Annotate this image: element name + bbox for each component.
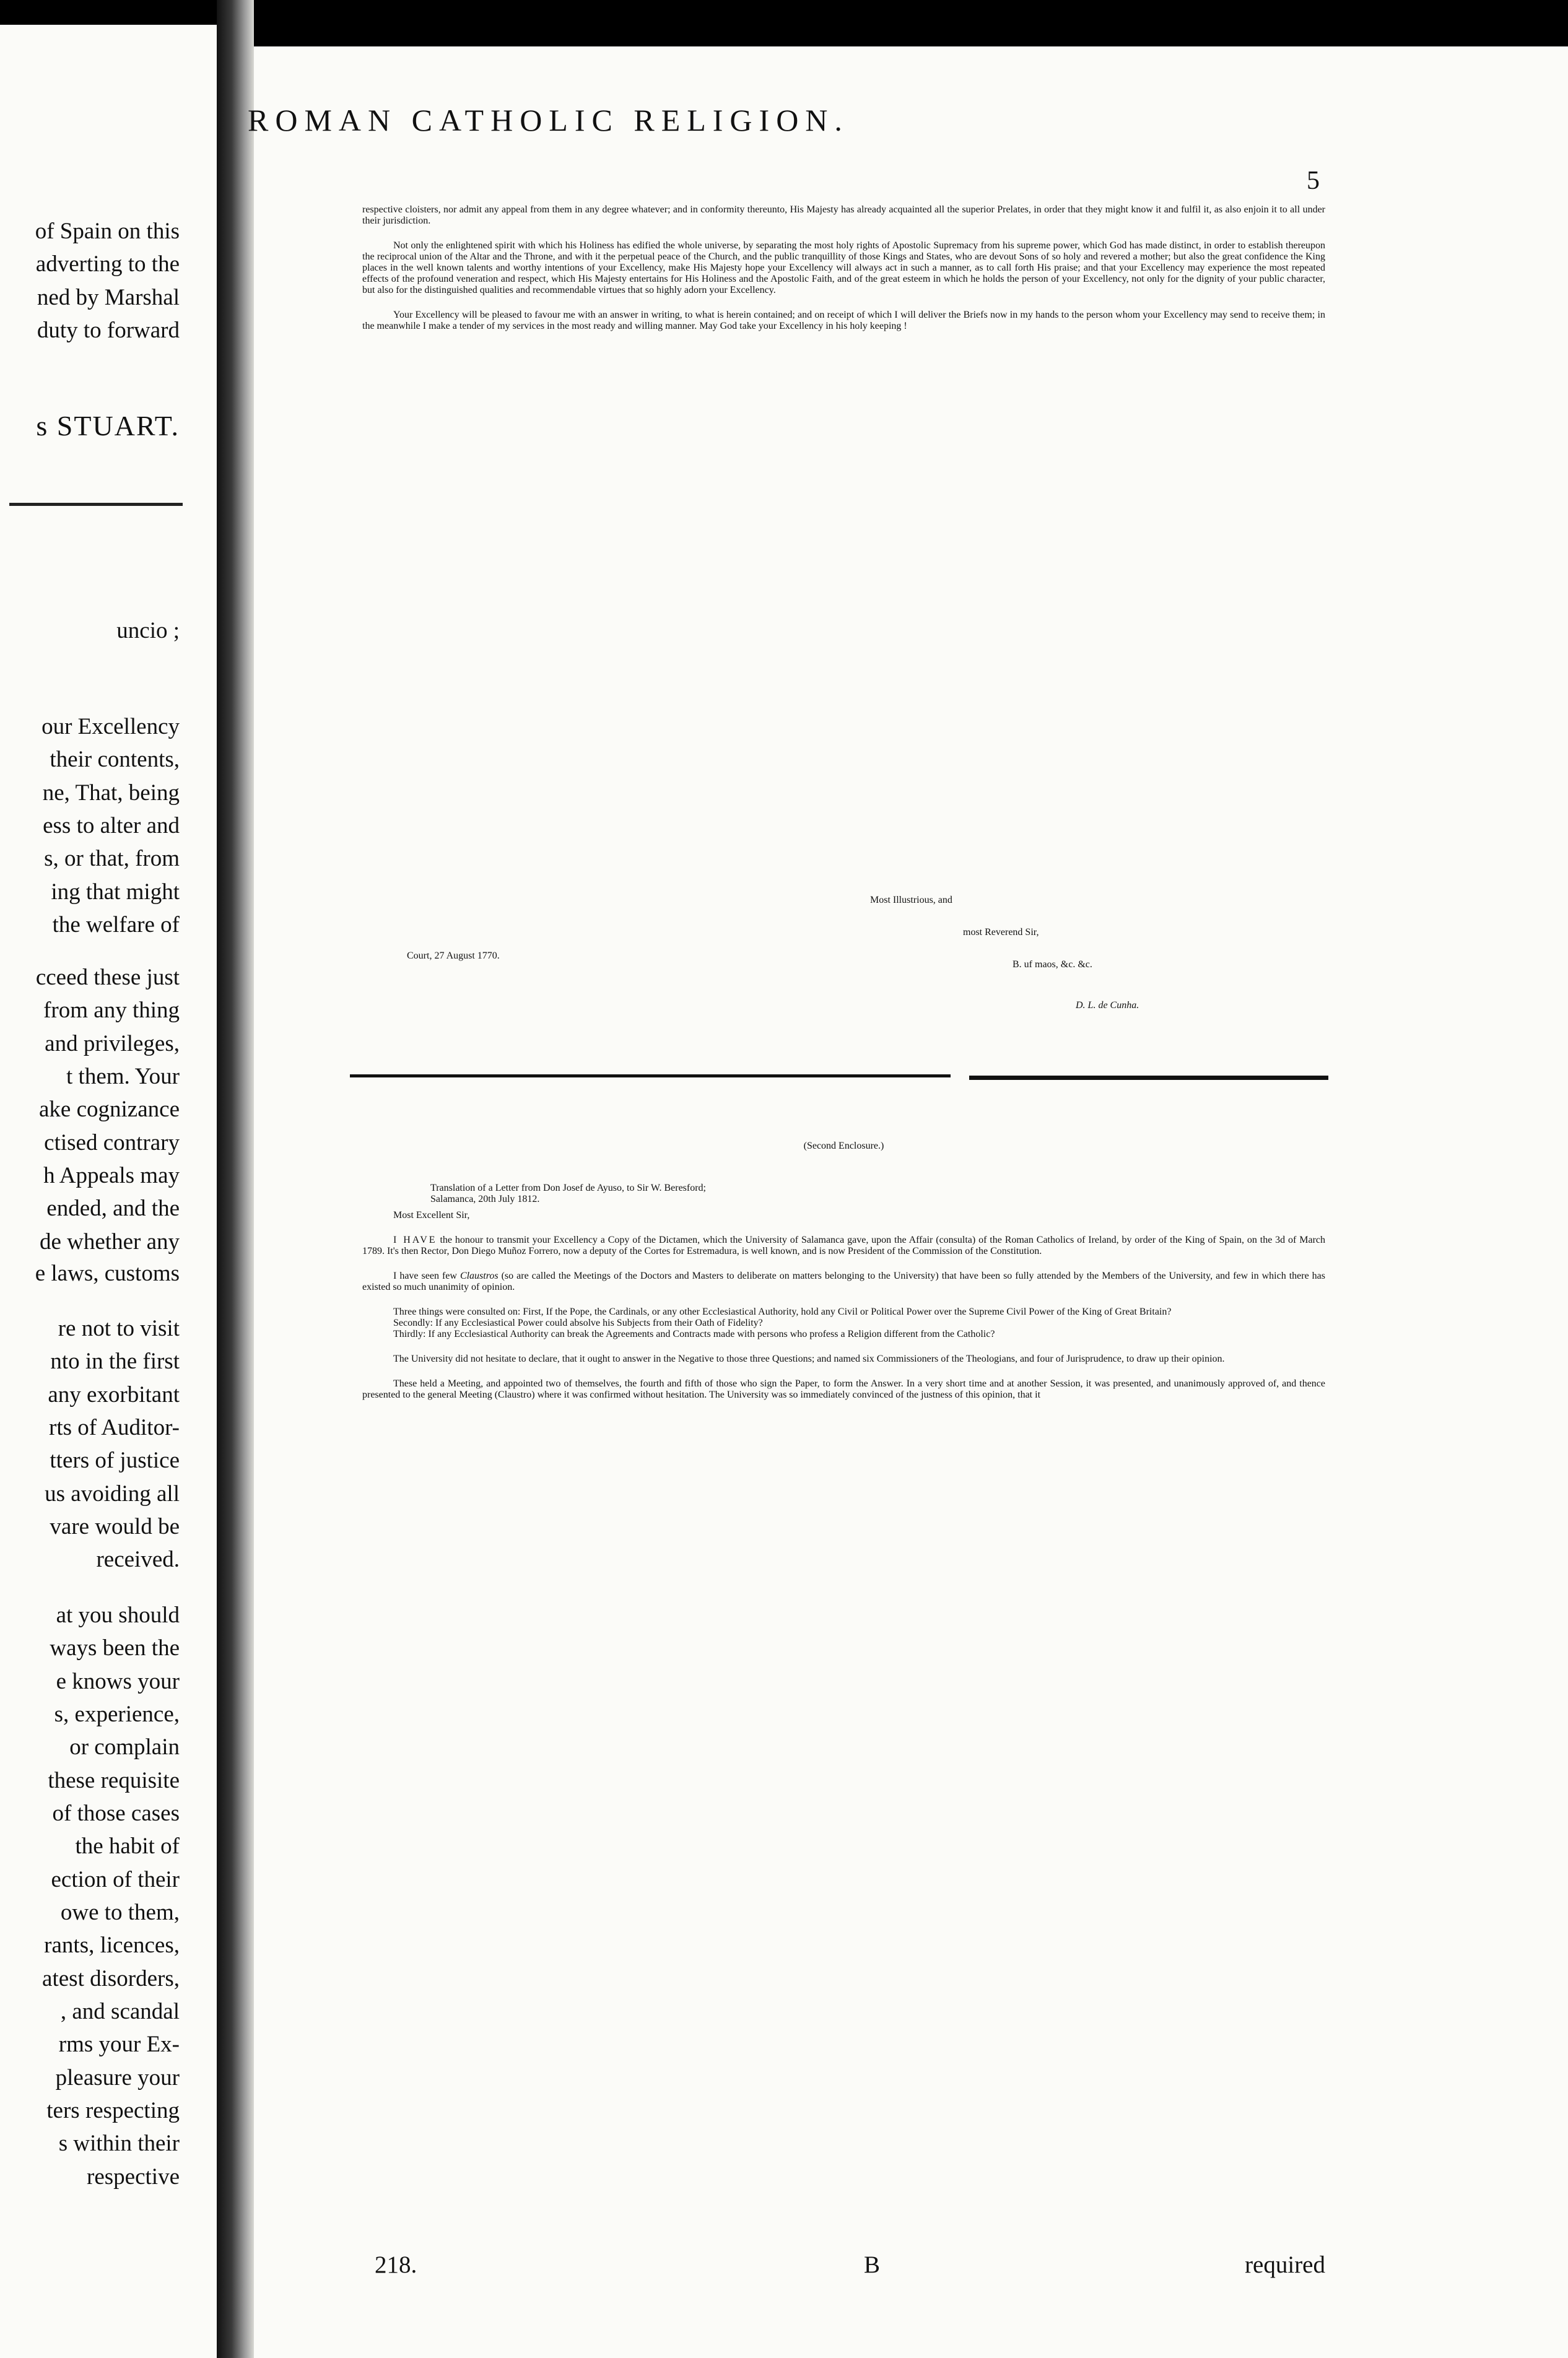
- facing-page-text: and privileges,: [45, 1031, 180, 1056]
- facing-page-text: s, experience,: [54, 1702, 180, 1727]
- page-number: 5: [1307, 167, 1320, 195]
- enclosure-heading: (Second Enclosure.): [803, 1141, 884, 1151]
- facing-page-text: of Spain on this: [35, 219, 180, 244]
- paragraph: The University did not hesitate to declare, that it ought to answer in the Negative to those three Questions; and named six Commissioners of the Theologians, and four of Jurisprudence, to draw up their opinion.: [393, 1354, 1225, 1364]
- paragraph: Thirdly: If any Ecclesiastical Authority can break the Agreements and Contracts made with persons who profess a Religion different from the Catholic?: [393, 1329, 995, 1339]
- signature: D. L. de Cunha.: [1076, 1000, 1139, 1011]
- facing-page-text: re not to visit: [58, 1316, 180, 1341]
- closing-line: B. uf maos, &c. &c.: [1013, 959, 1092, 970]
- facing-page-text: ing that might: [51, 879, 180, 905]
- facing-page-text: ess to alter and: [43, 813, 180, 838]
- facing-page-text: rms your Ex-: [58, 2032, 180, 2057]
- facing-page-text: ters respecting: [46, 2098, 180, 2123]
- facing-page-text: rants, licences,: [44, 1933, 180, 1958]
- running-header: ROMAN CATHOLIC RELIGION.: [248, 103, 849, 137]
- paragraph: Your Excellency will be pleased to favour me with an answer in writing, to what is herein contained; and on receipt of which I will deliver the Briefs now in my hands to the person whom your Excellency may send to receive them; in the meanwhile I make a tender of my services in the most ready and willing manner. May God take your Excellency in his holy keeping !: [362, 310, 1325, 331]
- place-date: Court, 27 August 1770.: [407, 951, 500, 961]
- closing-line: most Reverend Sir,: [963, 927, 1039, 938]
- paragraph: Secondly: If any Ecclesiastical Power could absolve his Subjects from their Oath of Fidelity?: [393, 1318, 763, 1328]
- facing-page-text: tters of justice: [50, 1448, 180, 1473]
- closing-line: Most Illustrious, and: [870, 895, 952, 905]
- facing-page-text: t them. Your: [66, 1064, 180, 1089]
- catchword: required: [1245, 2251, 1325, 2278]
- facing-page-text: , and scandal: [60, 1999, 180, 2024]
- facing-page-text: de whether any: [39, 1229, 180, 1255]
- facing-page-text: ned by Marshal: [37, 285, 180, 310]
- facing-page-text: cceed these just: [35, 965, 180, 990]
- facing-page-text: atest disorders,: [42, 1966, 180, 1991]
- facing-page-text: pleasure your: [55, 2065, 180, 2090]
- facing-page-text: uncio ;: [116, 618, 180, 643]
- facing-page-text: e laws, customs: [35, 1261, 180, 1286]
- facing-page-text: adverting to the: [35, 251, 180, 277]
- facing-page-text: any exorbitant: [48, 1382, 180, 1407]
- facing-page-text: of those cases: [52, 1801, 180, 1826]
- letter-body: [362, 204, 1325, 332]
- facing-page-text: s within their: [58, 2131, 180, 2156]
- facing-page-text: our Excellency: [41, 714, 180, 739]
- facing-page-text: s, or that, from: [44, 846, 180, 871]
- facing-page-text: respective: [87, 2164, 180, 2190]
- facing-page-text: from any thing: [43, 998, 180, 1023]
- facing-page-text: us avoiding all: [45, 1481, 180, 1507]
- facing-page-rule: [9, 503, 183, 506]
- paragraph: Three things were consulted on: First, If the Pope, the Cardinals, or any other Ecclesiastical Authority, hold any Civil or Political Power over the Supreme Civil Power of the King of Great Britain?: [393, 1307, 1172, 1317]
- facing-page-text: the welfare of: [52, 912, 180, 938]
- folio-number: 218.: [375, 2251, 417, 2278]
- facing-page-text: vare would be: [50, 1514, 180, 1539]
- facing-page-text: e knows your: [56, 1669, 180, 1694]
- facing-page-text: the habit of: [75, 1834, 180, 1859]
- letter-title: Translation of a Letter from Don Josef de Ayuso, to Sir W. Beresford; Salamanca, 20th July 1812.: [430, 1183, 706, 1204]
- paragraph: I have seen few Claustros (so are called the Meetings of the Doctors and Masters to deliberate on matters belonging to the University) that have been so fully attended by the Members of the University, and few in which there has existed so much unanimity of opinion.: [362, 1271, 1325, 1292]
- facing-page-text: ended, and the: [46, 1196, 180, 1221]
- facing-page-text: or complain: [69, 1734, 180, 1760]
- facing-page-text: ctised contrary: [44, 1130, 180, 1155]
- paragraph: Not only the enlightened spirit with which his Holiness has edified the whole universe, by separating the most holy rights of Apostolic Supremacy from his supreme power, which God has made distinct, in order to establish thereupon the reciprocal union of the Altar and the Throne, and with it the perpetual peace of the Church, and the public tranquillity of those Kings and States, who are devout Sons of so holy and revered a mother; but also the great confidence the King places in the well known talents and worthy intentions of your Excellency, make His Majesty hope your Excellency will always act in such a manner, as to call forth His praise; and that your Excellency may experience the most repeated effects of the profound veneration and respect, which His Majesty entertains for His Holiness and the Apostolic Faith, and of the great esteem in which he holds the person of your Excellency, not only for the dignity of your public character, but also for the distinguished qualities and recommendable virtues that so highly adorn your Excellency.: [362, 240, 1325, 295]
- letter-closing: [362, 895, 1325, 1050]
- paragraph: I HAVE the honour to transmit your Excellency a Copy of the Dictamen, which the University of Salamanca gave, upon the Affair (consulta) of the Roman Catholics of Ireland, by order of the King of Spain, on the 3d of March 1789. It's then Rector, Don Diego Muñoz Forrero, now a deputy of the Cortes for Estremadura, is well known, and is now President of the Commission of the Constitution.: [362, 1235, 1326, 1256]
- facing-page-text: owe to them,: [60, 1900, 180, 1925]
- paragraph: respective cloisters, nor admit any appeal from them in any degree whatever; and in conformity thereunto, His Majesty has already acquainted all the superior Prelates, in order that they might know it and fulfil it, as also enjoin it to all under their jurisdiction.: [362, 204, 1325, 226]
- second-letter: [362, 1183, 1325, 1401]
- facing-page-text: s STUART.: [36, 410, 180, 442]
- paragraph: These held a Meeting, and appointed two of themselves, the fourth and fifth of those who sign the Paper, to form the Answer. In a very short time and at another Session, it was presented, and unanimously approved of, and thence presented to the general Meeting (Claustro) where it was confirmed without hesitation. The University was so immediately convinced of the justness of this opinion, that it: [362, 1378, 1325, 1400]
- facing-page-text: ways been the: [50, 1635, 180, 1661]
- facing-page-text: these requisite: [48, 1768, 180, 1793]
- facing-page-text: nto in the first: [50, 1349, 180, 1374]
- salutation: Most Excellent Sir,: [393, 1210, 470, 1220]
- facing-page-text: duty to forward: [37, 318, 180, 343]
- book-gutter: [217, 0, 254, 2358]
- facing-page-text: h Appeals may: [43, 1163, 180, 1188]
- facing-page-text: ake cognizance: [39, 1097, 180, 1122]
- facing-page-text: their contents,: [50, 747, 180, 772]
- facing-page-text: at you should: [56, 1603, 180, 1628]
- facing-page-text: received.: [96, 1547, 180, 1572]
- facing-page-text: ection of their: [51, 1867, 180, 1892]
- facing-page-fragment: [0, 25, 217, 2358]
- signature-mark: B: [864, 2251, 881, 2278]
- page-footer: [362, 2251, 1325, 2282]
- section-divider: [350, 1074, 1328, 1078]
- facing-page-text: ne, That, being: [42, 780, 180, 806]
- facing-page-text: rts of Auditor-: [49, 1415, 180, 1440]
